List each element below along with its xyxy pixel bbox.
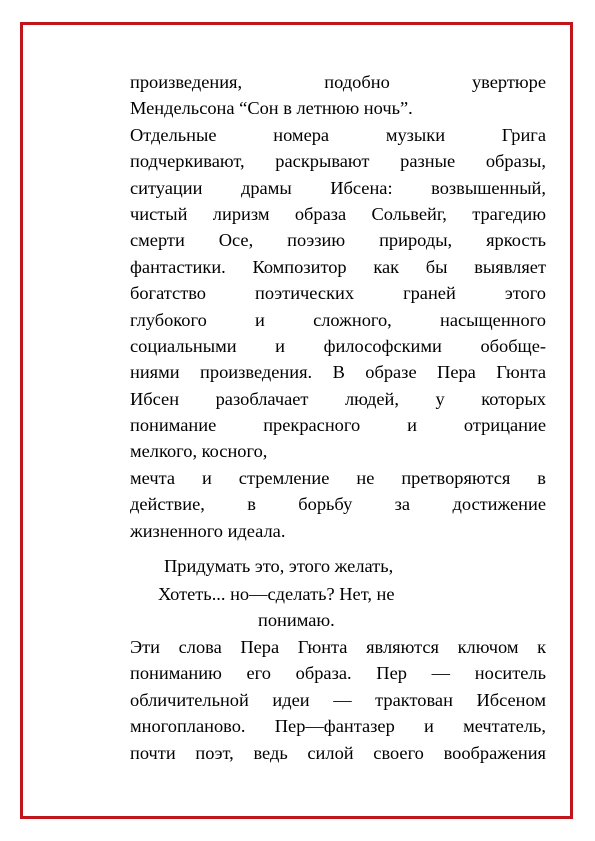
paragraph-3-line: Эти слова Пера Гюнта являются ключом к (130, 637, 546, 657)
main-text-block (130, 69, 546, 544)
quote-line: понимаю. (258, 610, 335, 630)
paragraph-3-line: пониманию его образа. Пер — носитель (130, 663, 546, 684)
paragraph-2-line: мелкого, косного, (130, 441, 268, 462)
paragraph-3-line: почти поэт, ведь силой своего воображения (130, 742, 546, 763)
paragraph-1-line: произведения, подобно увертюре (130, 72, 546, 92)
paragraph-3-line: обличительной идеи — трактован Ибсеном (130, 689, 546, 710)
paragraph-2-line: Отдельные номера музыки Грига (130, 124, 546, 145)
paragraph-2-line: понимание прекрасного и отрицание (130, 415, 546, 436)
paragraph-1-line: Мендельсона “Сон в летнюю ночь”. (130, 98, 413, 119)
paragraph-2-line: социальными и философскими обобще- (130, 335, 546, 356)
quote-line: Хотеть... но—сделать? Нет, не (158, 584, 395, 604)
quote-line: Придумать это, этого желать, (164, 556, 394, 576)
paragraph-2-line: жизненного идеала. (130, 520, 286, 541)
paragraph-2-line: мечта и стремление не претворяются в (130, 467, 546, 488)
paragraph-2-line: ситуации драмы Ибсена: возвышенный, (130, 177, 546, 198)
paragraph-2-line: подчеркивают, раскрывают разные образы, (130, 151, 546, 172)
paragraph-2-line: глубокого и сложного, насыщенного (130, 309, 546, 330)
paragraph-2-line: действие, в борьбу за достижение (130, 494, 546, 515)
paragraph-2-line: смерти Осе, поэзию природы, яркость (130, 230, 546, 251)
paragraph-2-line: богатство поэтических граней этого (130, 283, 546, 304)
paragraph-2-line: Ибсен разоблачает людей, у которых (130, 388, 546, 409)
closing-text-block (130, 634, 546, 766)
paragraph-2-line: ниями произведения. В образе Пера Гюнта (130, 362, 546, 383)
paragraph-3-line: многопланово. Пер—фантазер и мечтатель, (130, 716, 546, 737)
paragraph-2-line: фантастики. Композитор как бы выявляет (130, 256, 546, 277)
paragraph-2-line: чистый лиризм образа Сольвейг, трагедию (130, 203, 546, 224)
